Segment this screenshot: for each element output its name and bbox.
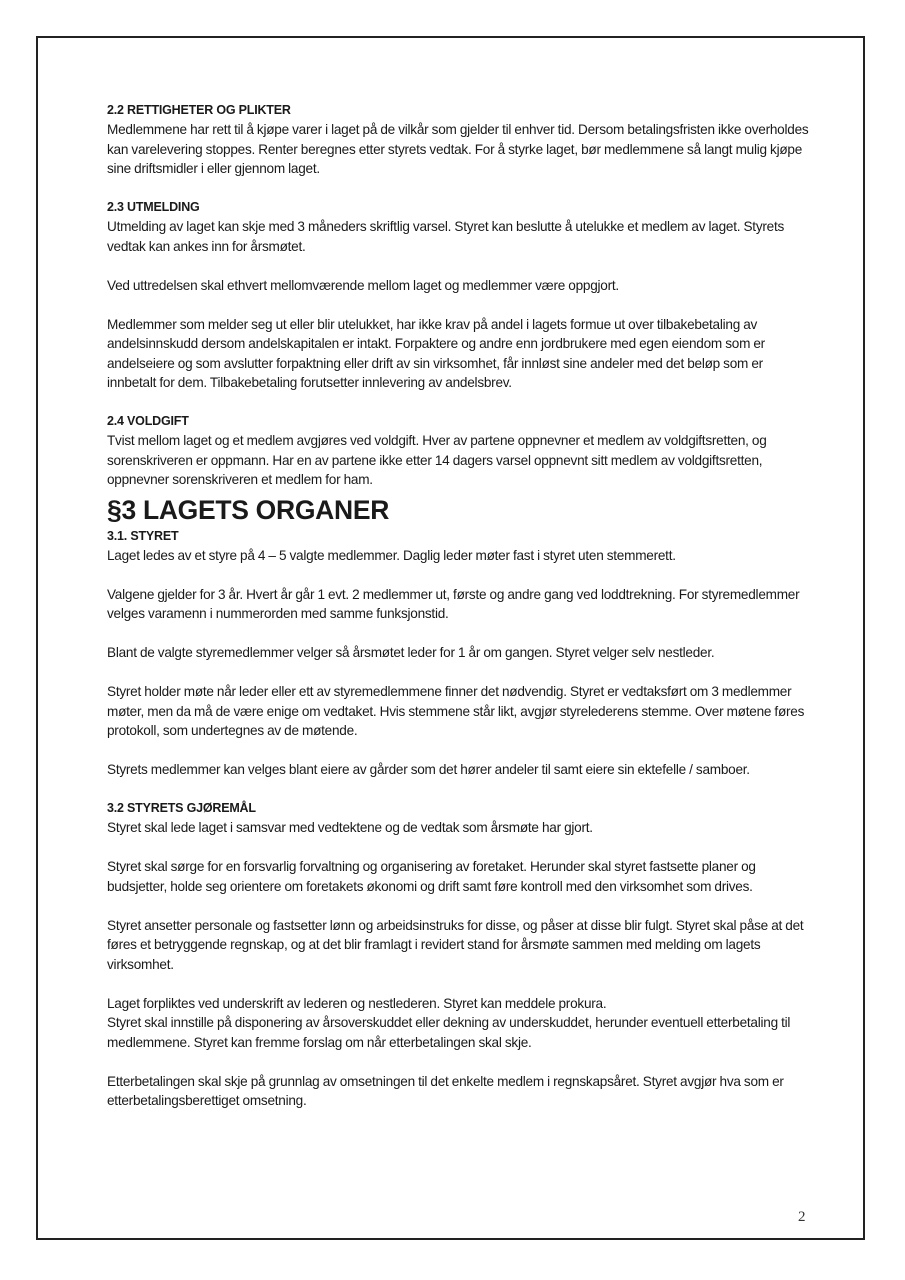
paragraph: Styrets medlemmer kan velges blant eiere av gårder som det hører andeler til samt eiere sin ektefelle / samboer. xyxy=(107,762,750,777)
section-heading: 3.1. STYRET xyxy=(107,528,179,543)
paragraph: Medlemmer som melder seg ut eller blir utelukket, har ikke krav på andel i lagets formue ut over tilbakebetaling av andelsinnskudd dersom andelskapitalen er intakt. Forpaktere og andre enn jordbrukere med egen eiendom som er andelseiere og som avslutter forpaktning eller drift av sin virksomhet, får innløst sine andeler med det beløp som er innbetalt for dem. Tilbakebetaling forutsetter innlevering av andelsbrev. xyxy=(107,316,765,390)
section-heading: 2.3 UTMELDING xyxy=(107,200,200,214)
paragraph: Styret ansetter personale og fastsetter lønn og arbeidsinstruks for disse, og påser at disse blir fulgt. Styret skal påse at det føres et betryggende regnskap, og at det blir framlagt i revidert stand for årsmøte sammen med melding om lagets virksomhet. xyxy=(107,917,804,972)
paragraph: Utmelding av laget kan skje med 3 måneders skriftlig varsel. Styret kan beslutte å utelukke et medlem av laget. Styrets vedtak kan ankes inn for årsmøtet. xyxy=(107,219,785,254)
section-heading: 2.4 VOLDGIFT xyxy=(107,414,189,428)
paragraph: Laget ledes av et styre på 4 – 5 valgte medlemmer. Daglig leder møter fast i styret uten stemmerett. xyxy=(107,547,676,563)
paragraph: Ved uttredelsen skal ethvert mellomværende mellom laget og medlemmer være oppgjort. xyxy=(107,277,619,293)
page-number: 2 xyxy=(798,1209,806,1225)
section-2-4-voldgift xyxy=(107,412,812,490)
paragraph: Valgene gjelder for 3 år. Hvert år går 1 evt. 2 medlemmer ut, første og andre gang ved loddtrekning. For styremedlemmer velges varamenn i nummerorden med samme funksjonstid. xyxy=(107,586,800,621)
paragraph: Styret skal lede laget i samsvar med vedtektene og de vedtak som årsmøte har gjort. xyxy=(107,820,593,835)
paragraph: Styret skal innstille på disponering av årsoverskuddet eller dekning av underskuddet, herunder eventuell etterbetaling til medlemmene. Styret kan fremme forslag om når etterbetalingen skal skje. xyxy=(107,1015,791,1050)
paragraph: Blant de valgte styremedlemmer velger så årsmøtet leder for 1 år om gangen. Styret velger selv nestleder. xyxy=(107,645,715,660)
paragraph: Medlemmene har rett til å kjøpe varer i laget på de vilkår som gjelder til enhver tid. Dersom betalingsfristen ikke overholdes kan varelevering stoppes. Renter beregnes etter styrets vedtak. For å styrke laget, bør medlemmene så langt mulig kjøpe sine driftsmidler i eller gjennom laget. xyxy=(107,122,809,176)
section-2-3-utmelding xyxy=(107,198,812,393)
section-3-1-styret xyxy=(107,527,812,780)
paragraph: Laget forpliktes ved underskrift av lederen og nestlederen. Styret kan meddele prokura. xyxy=(107,995,607,1011)
paragraph: Styret skal sørge for en forsvarlig forvaltning og organisering av foretaket. Herunder skal styret fastsette planer og budsjetter, holde seg orientere om foretakets økonomi og drift samt føre kontroll med den virksomhet som drives. xyxy=(107,859,756,894)
paragraph: Etterbetalingen skal skje på grunnlag av omsetningen til det enkelte medlem i regnskapsåret. Styret avgjør hva som er etterbetalingsberettiget omsetning. xyxy=(107,1073,784,1108)
section-2-2-rettigheter-og-plikter xyxy=(107,101,812,179)
chapter-heading: §3 LAGETS ORGANER xyxy=(107,494,390,525)
document-body xyxy=(107,101,812,1111)
section-3-2-styrets-gjoremal xyxy=(107,799,812,1111)
paragraph: Styret holder møte når leder eller ett av styremedlemmene finner det nødvendig. Styret er vedtaksført om 3 medlemmer møter, men da må de være enige om vedtaket. Hvis stemmene står likt, avgjør styrelederens stemme. Over møtene føres protokoll, som undertegnes av de møtende. xyxy=(107,684,805,738)
section-heading: 2.2 RETTIGHETER OG PLIKTER xyxy=(107,103,291,117)
paragraph: Tvist mellom laget og et medlem avgjøres ved voldgift. Hver av partene oppnevner et medlem av voldgiftsretten, og sorenskriveren er oppmann. Har en av partene ikke etter 14 dagers varsel oppnevnt sitt medlem av voldgiftsretten, oppnevner sorenskriveren et medlem for ham. xyxy=(107,433,767,487)
section-heading: 3.2 STYRETS GJØREMÅL xyxy=(107,801,256,815)
